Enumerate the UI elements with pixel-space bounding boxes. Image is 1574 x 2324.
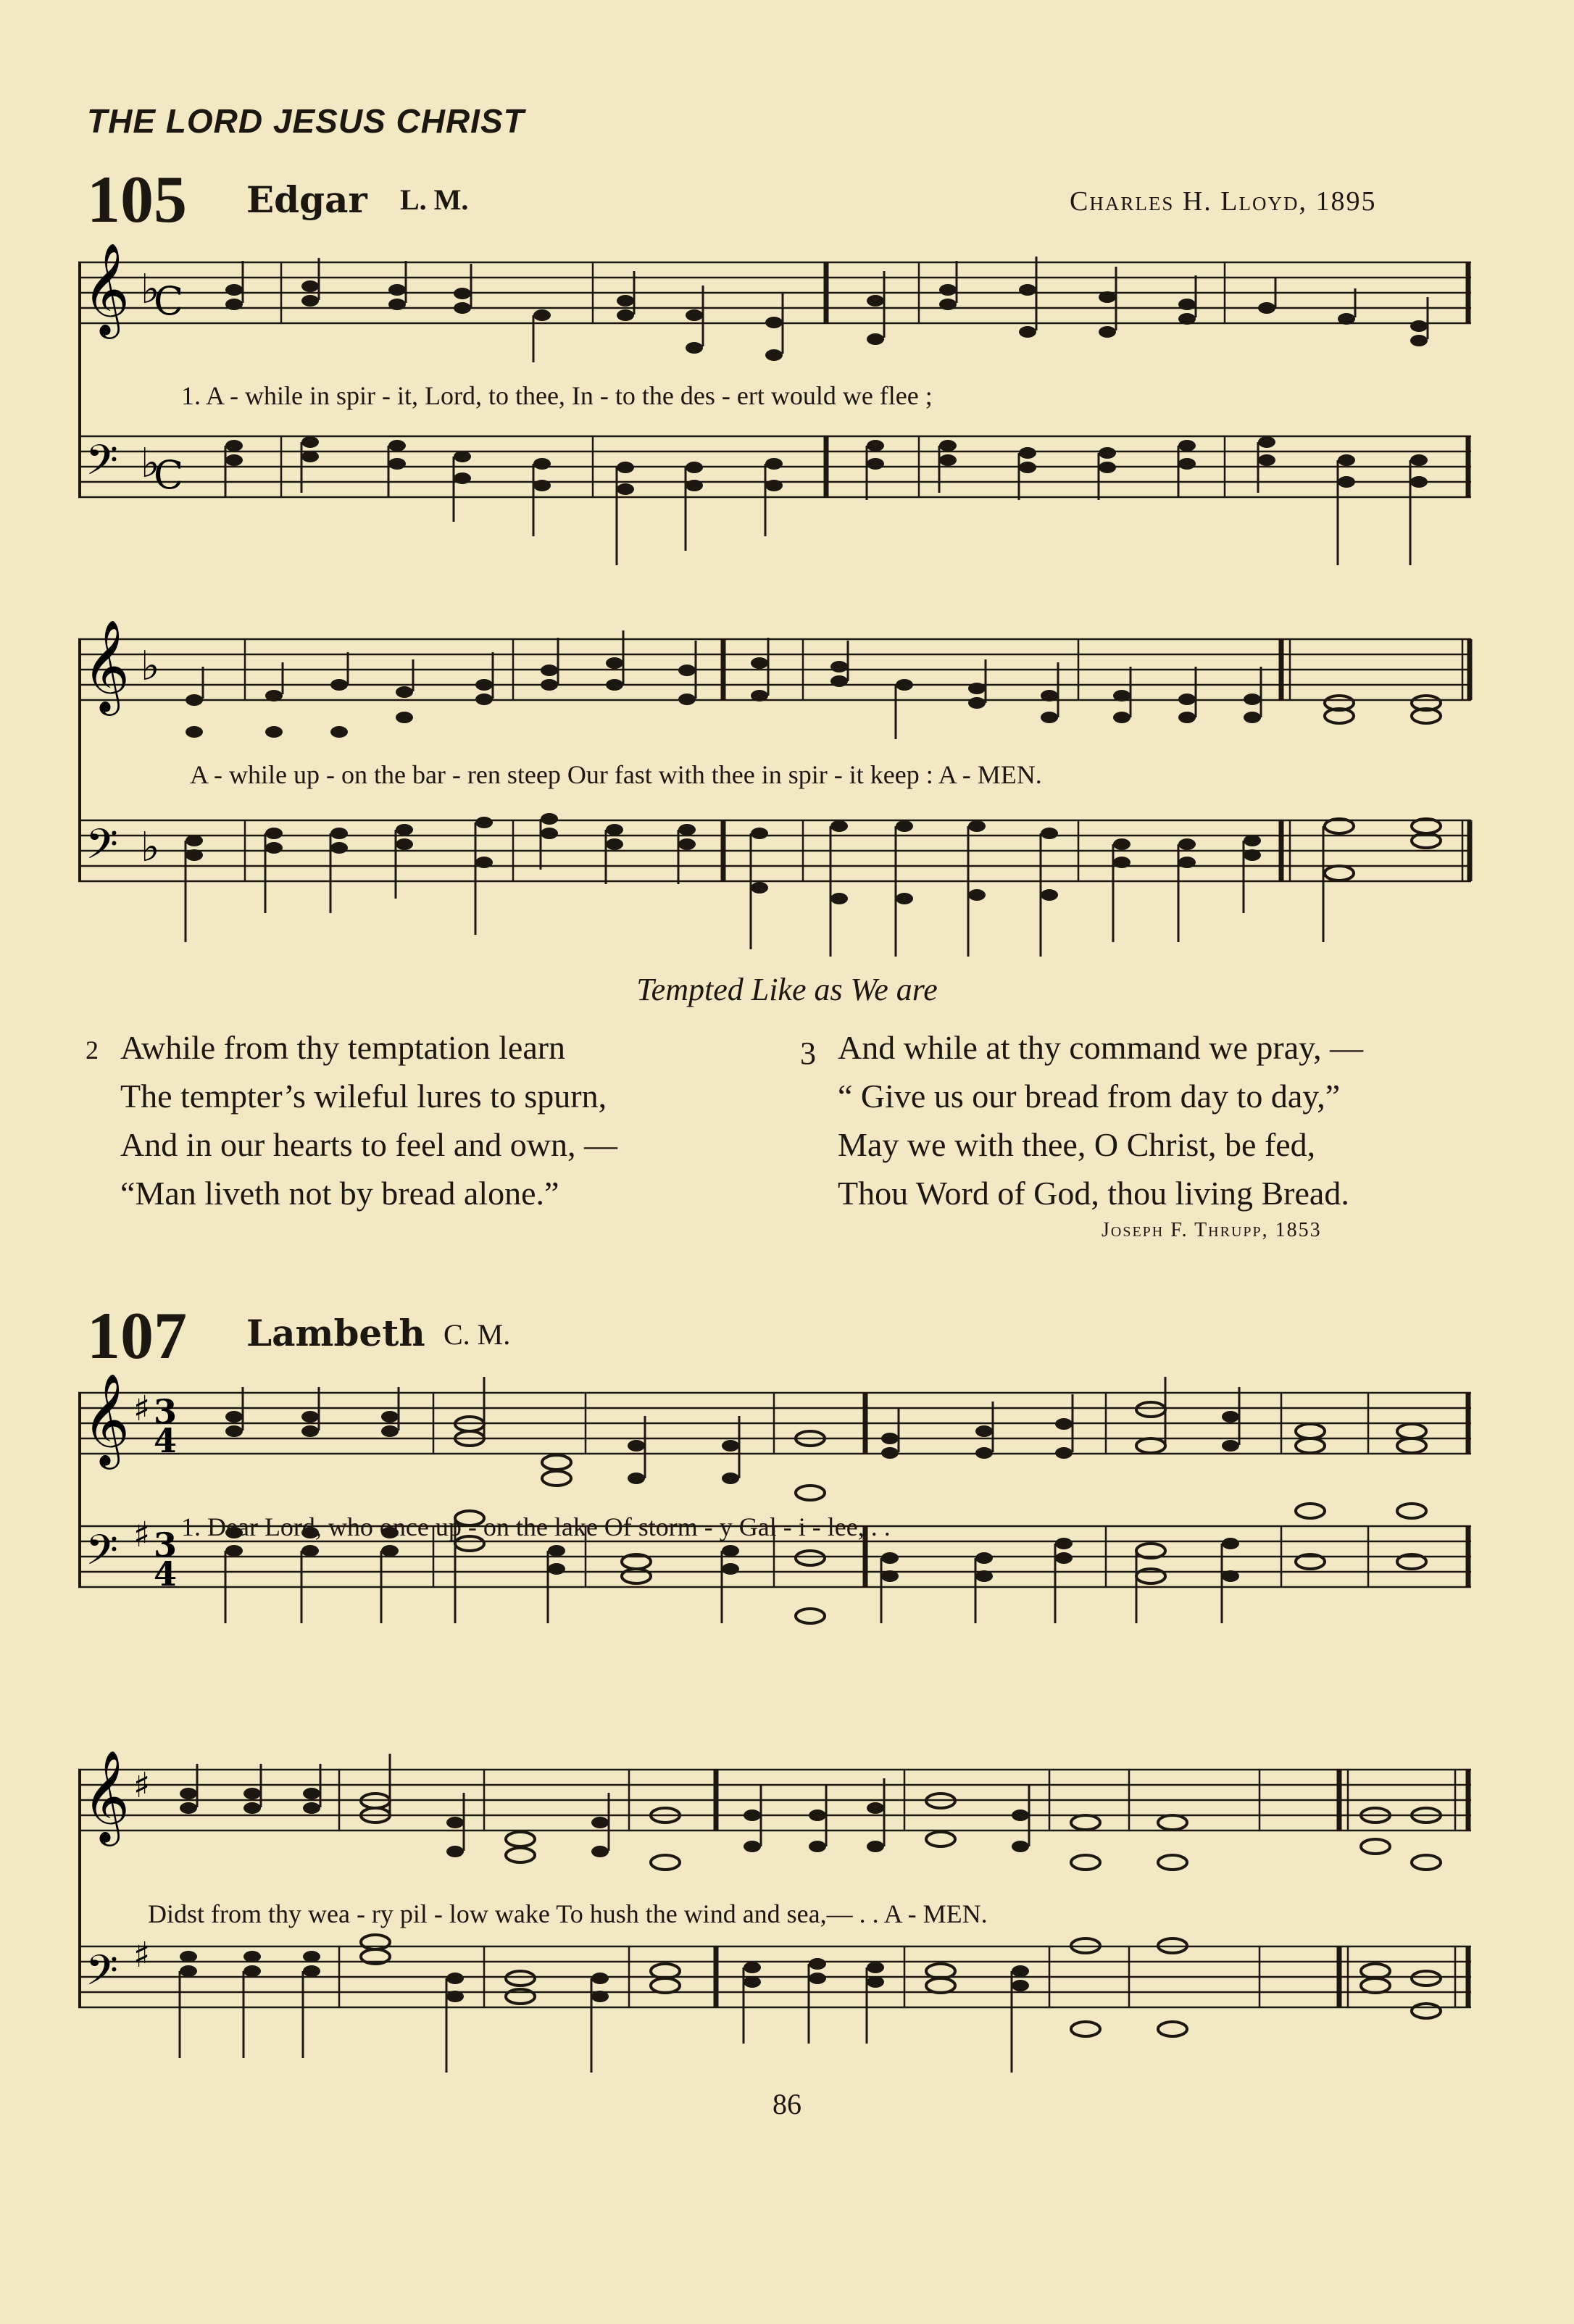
verse-2 bbox=[120, 1023, 617, 1217]
verse-2-number: 2 bbox=[86, 1036, 99, 1065]
tune-name-lambeth: Lambeth bbox=[246, 1312, 425, 1354]
svg-text:𝄞: 𝄞 bbox=[83, 1373, 130, 1465]
verse-2-line-2: The tempter’s wileful lures to spurn, bbox=[120, 1078, 607, 1115]
svg-text:C: C bbox=[154, 452, 184, 498]
verse-2-line-1: Awhile from thy temptation learn bbox=[120, 1029, 566, 1066]
lyrics-107-line-2: Didst from thy wea - ry pil - low wake To hush the wind and sea,— . . A - MEN. bbox=[148, 1899, 988, 1928]
meter-105: L. M. bbox=[400, 183, 469, 216]
svg-text:𝄞: 𝄞 bbox=[83, 1749, 130, 1842]
verse-2-line-4: “Man liveth not by bread alone.” bbox=[120, 1175, 559, 1212]
svg-text:♯: ♯ bbox=[133, 1388, 151, 1429]
music-system-105-2 bbox=[78, 619, 1477, 957]
svg-text:3: 3 bbox=[154, 1392, 178, 1431]
hymn-106-author: Joseph F. Thrupp, 1853 bbox=[1102, 1219, 1322, 1241]
hymn-number-107: 107 bbox=[87, 1299, 187, 1373]
svg-text:4: 4 bbox=[154, 1554, 178, 1594]
verse-3-line-3: May we with thee, O Christ, be fed, bbox=[838, 1126, 1316, 1163]
svg-text:♯: ♯ bbox=[133, 1765, 151, 1806]
svg-text:𝄢: 𝄢 bbox=[86, 1946, 119, 2005]
svg-text:♯: ♯ bbox=[133, 1935, 151, 1975]
svg-text:♭: ♭ bbox=[141, 440, 160, 487]
section-title: THE LORD JESUS CHRIST bbox=[87, 102, 525, 140]
meter-107: C. M. bbox=[444, 1318, 511, 1351]
page-number: 86 bbox=[773, 2088, 801, 2120]
verse-3-line-4: Thou Word of God, thou living Bread. bbox=[838, 1175, 1349, 1212]
lyrics-107-line-1: 1. Dear Lord, who once up - on the lake Of storm - y Gal - i - lee, . . bbox=[181, 1512, 891, 1541]
tune-name-edgar: Edgar bbox=[246, 178, 367, 221]
verse-3-number: 3 bbox=[800, 1036, 816, 1071]
composer-105: Charles H. Lloyd, 1895 bbox=[1070, 186, 1377, 217]
svg-text:3: 3 bbox=[154, 1525, 178, 1565]
hymn-number-105: 105 bbox=[87, 162, 187, 236]
svg-text:♭: ♭ bbox=[141, 824, 160, 871]
svg-text:♭: ♭ bbox=[141, 266, 160, 313]
verse-3-line-1: And while at thy command we pray, — bbox=[838, 1029, 1364, 1066]
music-system-107-1 bbox=[78, 1373, 1477, 1710]
verse-3-line-2: “ Give us our bread from day to day,” bbox=[838, 1078, 1341, 1115]
svg-text:𝄢: 𝄢 bbox=[86, 1525, 119, 1585]
verse-3 bbox=[838, 1023, 1363, 1217]
verse-2-line-3: And in our hearts to feel and own, — bbox=[120, 1126, 618, 1163]
svg-text:𝄢: 𝄢 bbox=[86, 820, 119, 879]
svg-text:C: C bbox=[154, 278, 184, 324]
svg-text:♭: ♭ bbox=[141, 643, 160, 690]
svg-text:𝄞: 𝄞 bbox=[83, 242, 130, 335]
svg-text:𝄞: 𝄞 bbox=[83, 619, 130, 712]
hymn-106-title: Tempted Like as We are bbox=[636, 972, 938, 1007]
lyrics-105-line-2: A - while up - on the bar - ren steep Our fast with thee in spir - it keep : A - MEN. bbox=[190, 760, 1042, 789]
music-system-105-1 bbox=[78, 242, 1477, 580]
svg-text:♯: ♯ bbox=[133, 1515, 151, 1555]
svg-text:4: 4 bbox=[154, 1421, 178, 1460]
svg-text:𝄢: 𝄢 bbox=[86, 436, 119, 495]
lyrics-105-line-1: 1. A - while in spir - it, Lord, to thee, In - to the des - ert would we flee ; bbox=[181, 381, 933, 410]
